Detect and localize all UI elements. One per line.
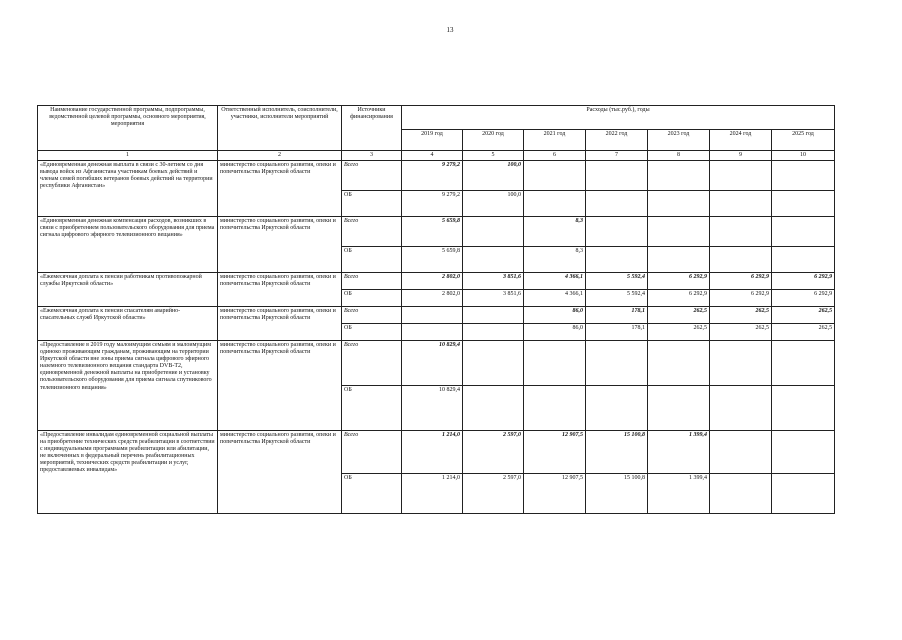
- ob-value: 8,3: [524, 247, 586, 273]
- ob-value: 178,1: [586, 324, 648, 341]
- source-ob-label: ОБ: [342, 290, 402, 307]
- source-ob-label: ОБ: [342, 386, 402, 431]
- total-value: 9 279,2: [402, 161, 463, 191]
- measure-name: «Предоставление в 2019 году малоимущим семьям и малоимущим одиноко проживающим гражданам, проживающим на территории Иркутской области вне зоны приема сигнала цифрового эфирного наземного телевизионного вещания стандарта DVB-T2, единовременной денежной выплаты на приобретение и установку пользовательского оборудования для приема сигнала спутникового телевизионного вещания»: [38, 341, 218, 431]
- ob-value: 2 802,0: [402, 290, 463, 307]
- total-value: 2 597,0: [463, 431, 524, 474]
- column-number: 4: [402, 151, 463, 161]
- source-total-label: Всего: [342, 341, 402, 386]
- measure-name: «Ежемесячная доплата к пенсии работникам противопожарной службы Иркутской области»: [38, 273, 218, 307]
- column-number: 7: [586, 151, 648, 161]
- total-value: [710, 431, 772, 474]
- table-row-total: [38, 341, 835, 386]
- measure-name: «Единовременная денежная компенсация расходов, возникших в связи с приобретением пользовательского оборудования для приема сигнала цифрового эфирного телевизионного вещания»: [38, 217, 218, 273]
- total-value: 262,5: [648, 307, 710, 324]
- ob-value: [586, 386, 648, 431]
- total-value: [710, 161, 772, 191]
- measure-name: «Единовременная денежная выплата в связи с 30-летием со дня вывода войск из Афганистана участникам боевых действий и членам семей погибших ветеранов боевых действий на территории республики Афганистан»: [38, 161, 218, 217]
- column-number: 5: [463, 151, 524, 161]
- ob-value: 5 592,4: [586, 290, 648, 307]
- total-value: 86,0: [524, 307, 586, 324]
- ob-value: [648, 247, 710, 273]
- header-sources: Источники финансирования: [342, 106, 402, 151]
- source-total-label: Всего: [342, 273, 402, 290]
- ob-value: 262,5: [648, 324, 710, 341]
- header-expenses: Расходы (тыс.руб.), годы: [402, 106, 835, 130]
- source-ob-label: ОБ: [342, 191, 402, 217]
- ob-value: [710, 247, 772, 273]
- source-ob-label: ОБ: [342, 247, 402, 273]
- total-value: [524, 341, 586, 386]
- responsible-executor: министерство социального развития, опеки и попечительства Иркутской области: [218, 161, 342, 217]
- source-total-label: Всего: [342, 431, 402, 474]
- total-value: 262,5: [710, 307, 772, 324]
- ob-value: 4 366,1: [524, 290, 586, 307]
- total-value: [586, 217, 648, 247]
- header-name: Наименование государственной программы, подпрограммы, ведомственной целевой программы, основного мероприятия, мероприятия: [38, 106, 218, 151]
- column-number: 1: [38, 151, 218, 161]
- ob-value: [772, 474, 835, 514]
- total-value: [648, 217, 710, 247]
- ob-value: [524, 191, 586, 217]
- ob-value: [524, 386, 586, 431]
- ob-value: [648, 191, 710, 217]
- table-row-total: [38, 217, 835, 247]
- measure-name: «Ежемесячная доплата к пенсии спасателям аварийно-спасательных служб Иркутской области»: [38, 307, 218, 341]
- header-year: 2020 год: [463, 130, 524, 151]
- total-value: 15 100,8: [586, 431, 648, 474]
- budget-table: [37, 105, 835, 514]
- page-number: 13: [446, 26, 454, 34]
- ob-value: [710, 386, 772, 431]
- ob-value: 1 399,4: [648, 474, 710, 514]
- ob-value: 10 829,4: [402, 386, 463, 431]
- ob-value: [463, 324, 524, 341]
- total-value: 1 399,4: [648, 431, 710, 474]
- total-value: 8,3: [524, 217, 586, 247]
- ob-value: [586, 191, 648, 217]
- total-value: [463, 217, 524, 247]
- table-body: [38, 161, 835, 514]
- responsible-executor: министерство социального развития, опеки и попечительства Иркутской области: [218, 341, 342, 431]
- total-value: 2 802,0: [402, 273, 463, 290]
- total-value: [710, 341, 772, 386]
- total-value: [402, 307, 463, 324]
- responsible-executor: министерство социального развития, опеки и попечительства Иркутской области: [218, 273, 342, 307]
- ob-value: 6 292,9: [710, 290, 772, 307]
- total-value: [772, 341, 835, 386]
- column-number: 10: [772, 151, 835, 161]
- total-value: 1 214,0: [402, 431, 463, 474]
- ob-value: 3 851,6: [463, 290, 524, 307]
- ob-value: [648, 386, 710, 431]
- measure-name: «Предоставление инвалидам единовременной социальной выплаты на приобретение технических средств реабилитации в соответствии с индивидуальными программами реабилитации или абилитации, не включенных в федеральный перечень реабилитационных мероприятий, технических средств реабилитации и услуг, предоставляемых инвалидам»: [38, 431, 218, 514]
- ob-value: 2 597,0: [463, 474, 524, 514]
- header-year: 2025 год: [772, 130, 835, 151]
- total-value: [710, 217, 772, 247]
- total-value: 6 292,9: [772, 273, 835, 290]
- ob-value: 262,5: [710, 324, 772, 341]
- header-year: 2024 год: [710, 130, 772, 151]
- total-value: [772, 217, 835, 247]
- ob-value: [772, 247, 835, 273]
- ob-value: [402, 324, 463, 341]
- ob-value: [772, 191, 835, 217]
- ob-value: 5 659,8: [402, 247, 463, 273]
- column-number: 2: [218, 151, 342, 161]
- source-total-label: Всего: [342, 161, 402, 191]
- responsible-executor: министерство социального развития, опеки и попечительства Иркутской области: [218, 217, 342, 273]
- table-row-total: [38, 273, 835, 290]
- ob-value: [463, 247, 524, 273]
- total-value: 100,0: [463, 161, 524, 191]
- total-value: 12 907,5: [524, 431, 586, 474]
- total-value: [648, 341, 710, 386]
- total-value: 6 292,9: [648, 273, 710, 290]
- header-year: 2023 год: [648, 130, 710, 151]
- source-ob-label: ОБ: [342, 324, 402, 341]
- source-ob-label: ОБ: [342, 474, 402, 514]
- total-value: 10 829,4: [402, 341, 463, 386]
- header-year: 2019 год: [402, 130, 463, 151]
- table-row-total: [38, 307, 835, 324]
- ob-value: 12 907,5: [524, 474, 586, 514]
- ob-value: 100,0: [463, 191, 524, 217]
- ob-value: [463, 386, 524, 431]
- total-value: [586, 161, 648, 191]
- column-number: 3: [342, 151, 402, 161]
- total-value: [586, 341, 648, 386]
- header-responsible: Ответственный исполнитель, соисполнители, участники, исполнители мероприятий: [218, 106, 342, 151]
- total-value: [524, 161, 586, 191]
- total-value: [772, 431, 835, 474]
- ob-value: [710, 191, 772, 217]
- ob-value: 15 100,8: [586, 474, 648, 514]
- ob-value: 1 214,0: [402, 474, 463, 514]
- header-year: 2022 год: [586, 130, 648, 151]
- ob-value: 262,5: [772, 324, 835, 341]
- total-value: [463, 307, 524, 324]
- table-row-total: [38, 431, 835, 474]
- total-value: 178,1: [586, 307, 648, 324]
- source-total-label: Всего: [342, 307, 402, 324]
- responsible-executor: министерство социального развития, опеки и попечительства Иркутской области: [218, 431, 342, 514]
- ob-value: 9 279,2: [402, 191, 463, 217]
- ob-value: 86,0: [524, 324, 586, 341]
- header-year: 2021 год: [524, 130, 586, 151]
- table-row-total: [38, 161, 835, 191]
- ob-value: [772, 386, 835, 431]
- total-value: 5 592,4: [586, 273, 648, 290]
- total-value: [463, 341, 524, 386]
- responsible-executor: министерство социального развития, опеки и попечительства Иркутской области: [218, 307, 342, 341]
- total-value: 6 292,9: [710, 273, 772, 290]
- column-number: 8: [648, 151, 710, 161]
- source-total-label: Всего: [342, 217, 402, 247]
- total-value: [648, 161, 710, 191]
- ob-value: [586, 247, 648, 273]
- total-value: 3 851,6: [463, 273, 524, 290]
- total-value: [772, 161, 835, 191]
- ob-value: [710, 474, 772, 514]
- column-number: 6: [524, 151, 586, 161]
- ob-value: 6 292,9: [648, 290, 710, 307]
- ob-value: 6 292,9: [772, 290, 835, 307]
- total-value: 262,5: [772, 307, 835, 324]
- column-number: 9: [710, 151, 772, 161]
- total-value: 4 366,1: [524, 273, 586, 290]
- total-value: 5 659,8: [402, 217, 463, 247]
